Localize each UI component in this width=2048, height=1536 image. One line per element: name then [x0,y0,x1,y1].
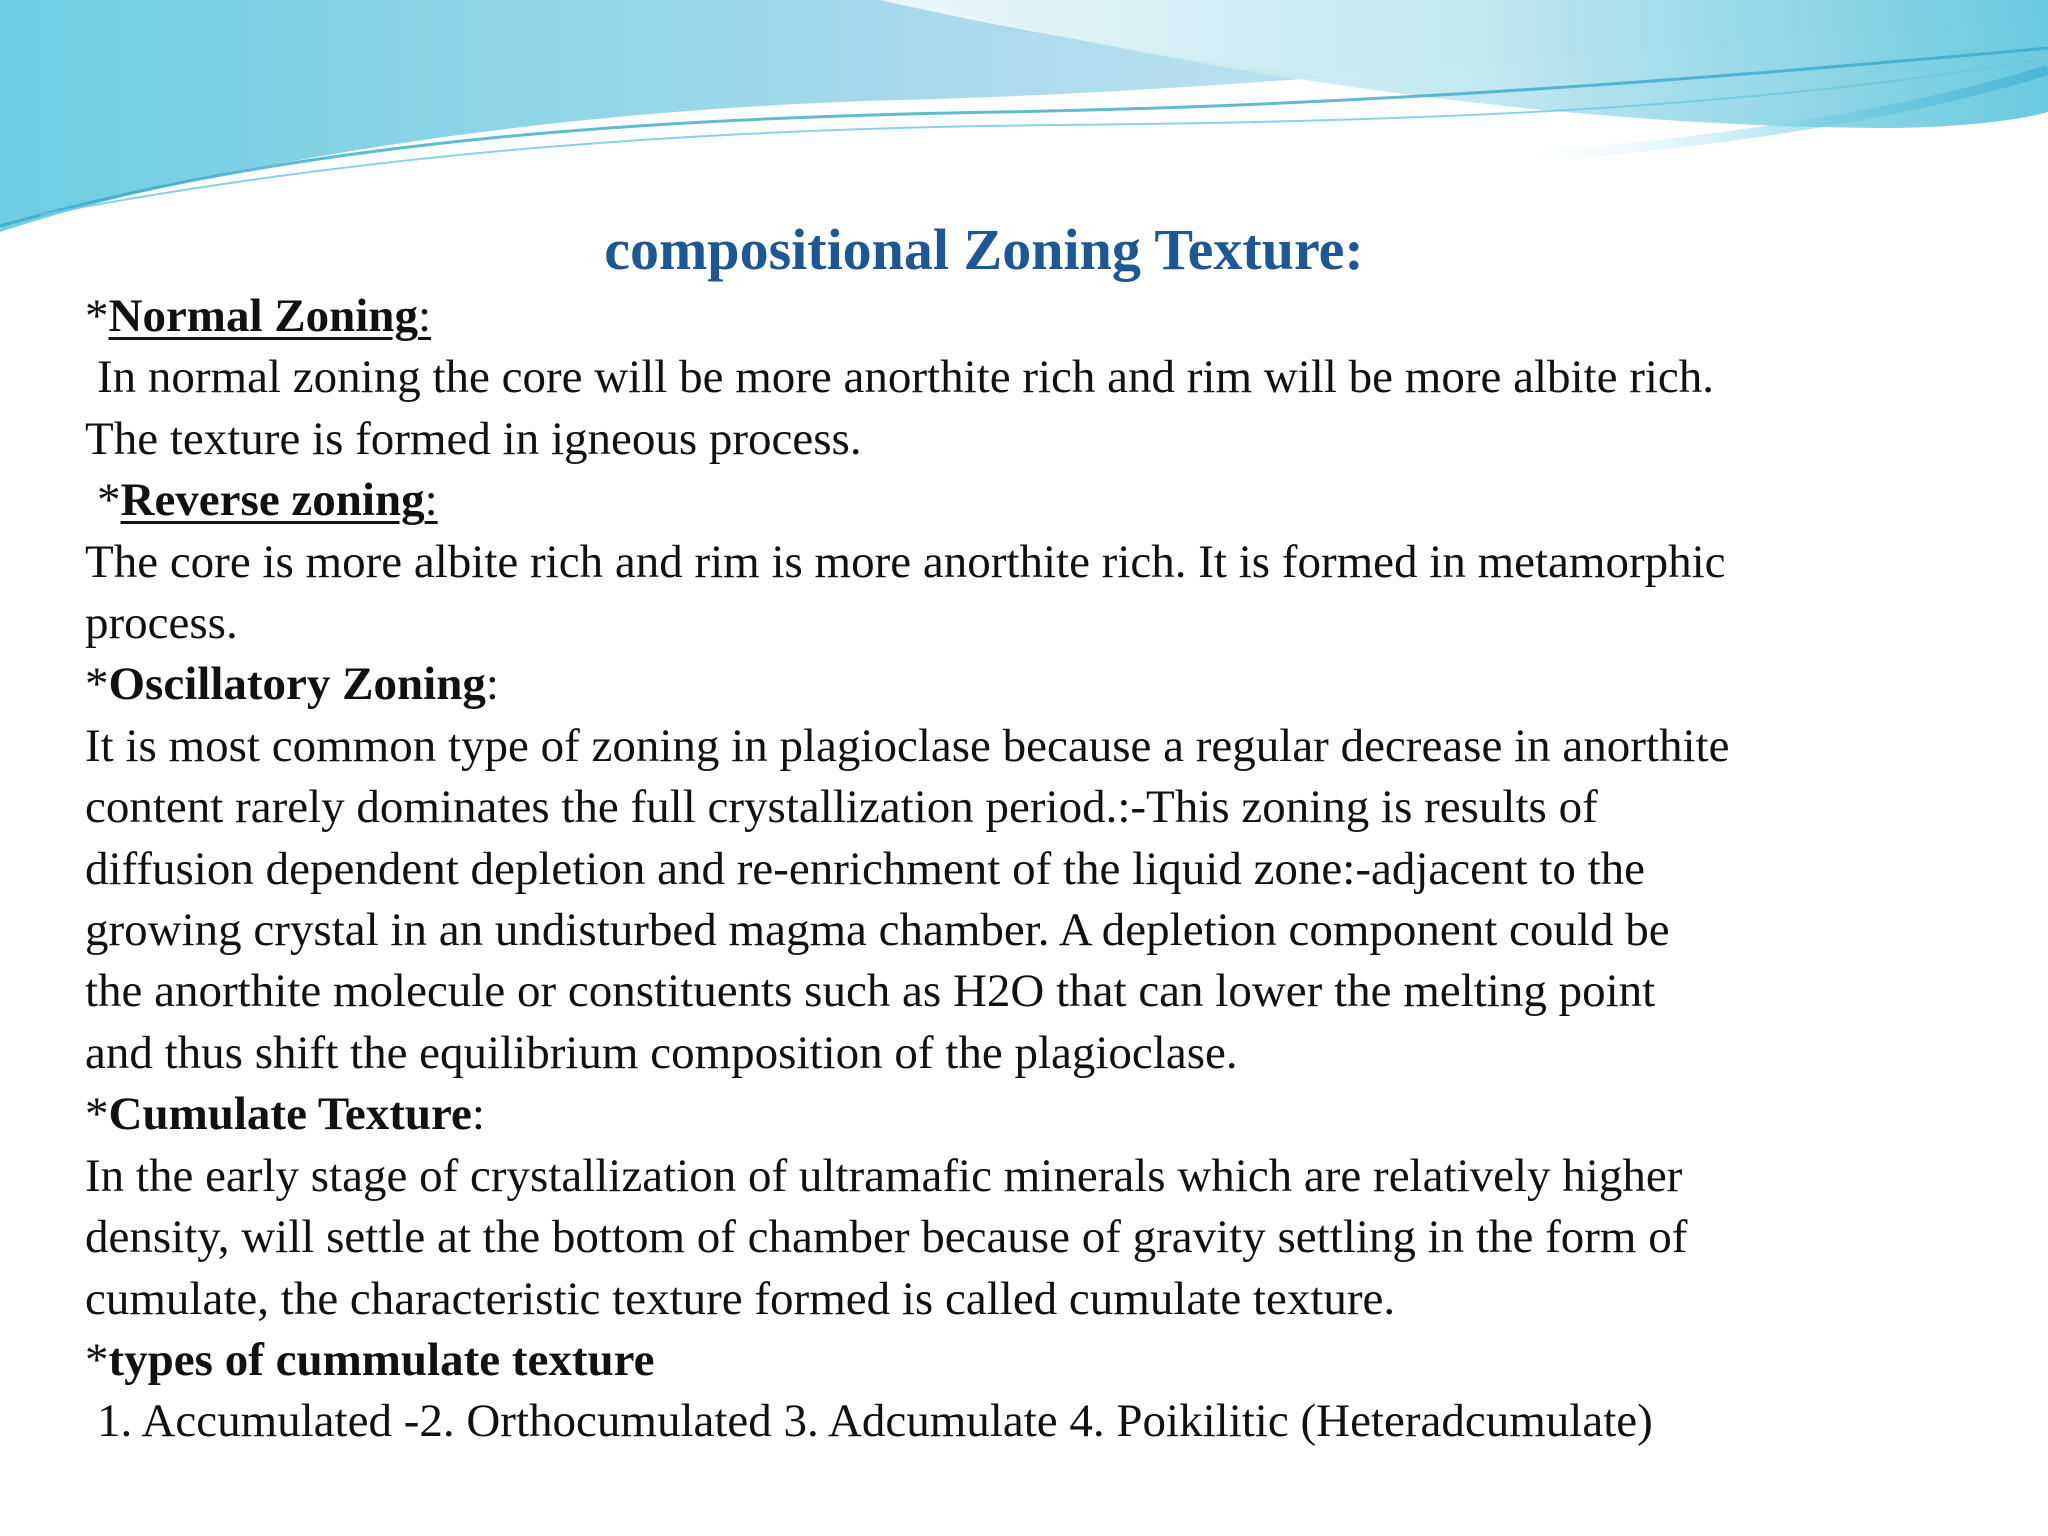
paragraph-line: growing crystal in an undisturbed magma chamber. A depletion component could be [85,904,1670,957]
section-heading-types-of-cumulate [85,1330,2015,1391]
section-heading-reverse-zoning [85,470,2015,531]
heading-bullet: * [85,290,109,342]
heading-reverse-zoning: Reverse zoning [120,474,425,527]
heading-normal-zoning: Normal Zoning [108,290,418,342]
heading-bullet: * [85,658,109,711]
decorative-wave-header [0,0,2048,240]
heading-types-of-cumulate: types of cummulate texture [108,1333,655,1386]
slide-body [85,286,2015,1453]
heading-colon: : [485,658,499,711]
heading-colon: : [471,1088,485,1141]
heading-colon: : [424,474,438,527]
paragraph-line: The core is more albite rich and rim is more anorthite rich. It is formed in metamorphic [85,535,1726,588]
paragraph-line: diffusion dependent depletion and re-enrichment of the liquid zone:-adjacent to the [85,842,1646,895]
heading-bullet: * [85,1333,109,1386]
heading-colon: : [417,290,432,342]
paragraph-line: the anorthite molecule or constituents such as H2O that can lower the melting point [85,965,1656,1018]
paragraph-line: content rarely dominates the full crystallization period.:-This zoning is results of [85,781,1598,834]
section-heading-normal-zoning [85,286,2015,347]
slide-title: compositional Zoning Texture: [604,217,1364,282]
paragraph-line: cumulate, the characteristic texture formed is called cumulate texture. [85,1272,1396,1325]
paragraph-line: density, will settle at the bottom of chamber because of gravity settling in the form of [85,1211,1688,1264]
paragraph-line: and thus shift the equilibrium composition of the plagioclase. [85,1026,1238,1079]
heading-cumulate-texture: Cumulate Texture [108,1088,472,1141]
section-heading-cumulate-texture [85,1084,2015,1145]
types-list-line: 1. Accumulated -2. Orthocumulated 3. Adcumulate 4. Poikilitic (Heteradcumulate) [97,1395,1653,1448]
heading-oscillatory-zoning: Oscillatory Zoning [108,658,486,711]
heading-bullet: * [85,1088,109,1141]
heading-bullet: * [97,474,121,527]
paragraph-line: In the early stage of crystallization of ultramafic minerals which are relatively higher [85,1149,1683,1202]
paragraph-line: It is most common type of zoning in plagioclase because a regular decrease in anorthite [85,719,1730,772]
section-heading-oscillatory-zoning [85,654,2015,715]
paragraph-line: The texture is formed in igneous process. [85,412,862,465]
paragraph-line: In normal zoning the core will be more anorthite rich and rim will be more albite rich. [97,351,1715,404]
paragraph-line: process. [85,597,238,650]
